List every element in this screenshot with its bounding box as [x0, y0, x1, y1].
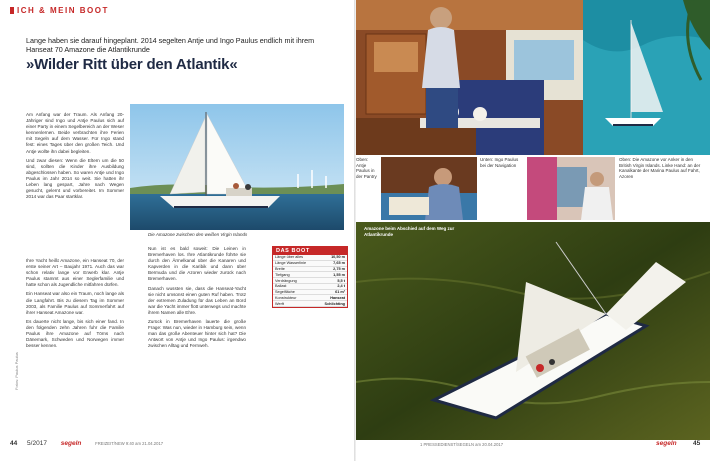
facts-value: 2,4 t [317, 283, 347, 289]
magazine-logo: segeln [656, 440, 677, 447]
facts-table [273, 255, 347, 307]
photo-caption: Oben: Antje Paulus in der Pantry [356, 157, 377, 179]
photo-caption: Oben: Die Amazone vor Anker in den British Virgin Islands. Linke Hand: an der Kanalkante der Marina Paulus auf Fahrt, Azoren [619, 157, 701, 179]
marina-photo [527, 157, 615, 220]
text-column-3 [148, 246, 246, 353]
photo-caption: Unten: Ingo Paulus bei der Navigation [480, 157, 519, 168]
text-column-1 [26, 112, 124, 203]
paragraph: Es dauerte nicht lange, bis sich einer fand. In den folgenden zehn Jahren fuhr die Familie Paulus ihre Amazone auf Törns nach Dänemark, Schweden und Norwegen immer besser kennen. [26, 318, 124, 349]
facts-label: Segelfläche [273, 289, 317, 295]
section-tag [10, 6, 109, 15]
facts-label: Ballast [273, 283, 317, 289]
facts-value: Schlichting [317, 301, 347, 307]
photo-caption: Die Amazone zwischen den weißen Virgin Islands [148, 232, 248, 237]
facts-label: Breite [273, 266, 317, 272]
text-column-2 [26, 258, 124, 352]
facts-value: 2,75 m [317, 266, 347, 272]
facts-label: Länge Wasserlinie [273, 260, 317, 266]
article-headline: »Wilder Ritt über den Atlantik« [26, 56, 238, 73]
paragraph: Und zwar diesen: Wenn die Eltern um die 50 sind, sollten die Kinder ihre Ausbildung abgeschlossen haben. So waren Antje und Ingo Paulus im Jahr 2014 so weit. Sie hatten ihr Leben lang gespart, Jahre nach Wegen gesucht, gelernt und vorbereitet. Im Sommer 2014 war das Paar startklar. [26, 157, 124, 200]
facts-label: Verdrängung [273, 278, 317, 284]
sailboat-photo [130, 104, 344, 230]
facts-label: Konstrukteur [273, 295, 317, 301]
print-note: 1 PRESSEDIENST/SEGELN am 20.04.2017 [420, 442, 504, 447]
facts-value: Hanseat [317, 295, 347, 301]
sailing-at-sea-photo [356, 222, 710, 440]
issue-number: 5/2017 [27, 440, 47, 447]
paragraph: Nun ist es bald soweit: Die Leinen in Bremerhaven los. Ihre Atlantikrunde führte sie durch den Ärmelkanal über die Kanaren und Kapverden in die Karibik und dann über Bermuda und die Azoren wieder zurück nach Bremerhaven. [148, 246, 246, 282]
magazine-logo: segeln [60, 440, 82, 447]
facts-value: 1,55 m [317, 272, 347, 278]
page-number: 44 [10, 440, 18, 447]
paragraph: Am Anfang war der Traum. Als Anfang 20-Jähriger sind Ingo und Antje Paulus sich auf einer Party in einem Segelbereich an der Weser kennenlernen. Beide verbrachten ihre Ferien mit Segeln auf dem Wasser. Für Ingo stand fest: eines Tages über den großen Teich. Und Antje wollte ihn dabei begleiten. [26, 112, 124, 154]
boat-facts-box [272, 246, 348, 308]
facts-label: Länge über alles [273, 255, 317, 260]
facts-label: Tiefgang [273, 272, 317, 278]
paragraph: Ein Hanseat war also ein Traum, noch lange als die Langfahrt. Bis zu diesem Tag im Sommer 2003, als Familie Paulus auf Sommerfahrt auf ihrer Hanseat Amazone war. [26, 291, 124, 315]
print-note: FREIZEIT/NEW 9:40 am 21.04.2017 [95, 441, 164, 446]
article-lead: Lange haben sie darauf hingeplant. 2014 segelten Antje und Ingo Paulus endlich mit ihrem Hanseat 70 Amazone die Atlantikrunde [26, 36, 315, 54]
paragraph: Danach wussten sie, dass die Hanseat-Yacht sie nicht umsonst einen guten Ruf haben. Trotz der extremen Zuladung für das Leben an Bord war die Yacht immer flott unterwegs und machte ihrem Namen alle Ehre. [148, 285, 246, 315]
footer-left [10, 440, 163, 447]
facts-header: DAS BOOT [273, 247, 347, 255]
paragraph: Zurück in Bremerhaven lauerte die große Frage: Was nun, wieder in Hamburg sein, wenn man das große Abenteuer hinter sich hat? Die Antwort von Antje und Ingo Paulus: irgendwo zwischen Alltag und Fernweh. [148, 319, 246, 349]
mooring-photo [583, 0, 710, 155]
facts-label: Werft [273, 301, 317, 307]
facts-value: 10,50 m [317, 255, 347, 260]
page-number: 45 [693, 440, 701, 447]
facts-value: 61 m² [317, 289, 347, 295]
photo-credit: Fotos: Paulus Paulus [14, 352, 19, 390]
facts-value: 5,5 t [317, 278, 347, 284]
navigation-photo [381, 157, 477, 220]
photo-caption: Amazone beim Abschied auf dem Weg zur Atlantikrunde [364, 226, 455, 237]
section-label: ICH & MEIN BOOT [17, 6, 109, 15]
facts-row [273, 301, 347, 307]
paragraph: Ihre Yacht heißt Amazone, ein Hanseat 70, der erste seiner Art – Baujahr 1971. Auch das war schon relativ lange vor Erwerb klar. Antje Paulus stammt aus einer Seglerfamilie und hatte schon als Jugendliche mitfahren dürfen. [26, 258, 124, 288]
cabin-photo [356, 0, 584, 155]
facts-value: 7,65 m [317, 260, 347, 266]
